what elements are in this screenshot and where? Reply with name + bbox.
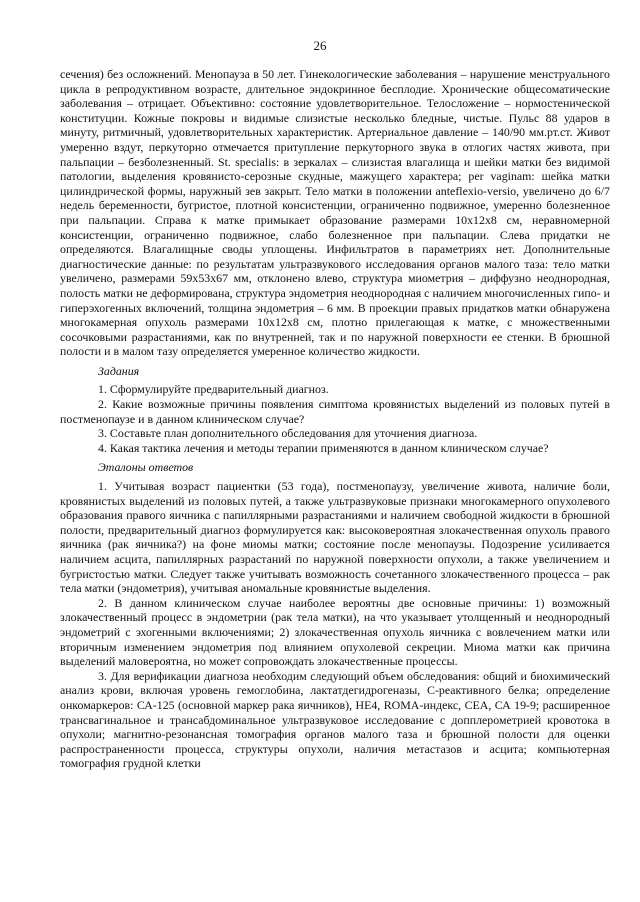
answer-paragraph: 2. В данном клиническом случае наиболее вероятны две основные причины: 1) возможный злокачественный процесс в эндометрии (рак тела матки), на что указывает утолщенный и неоднородный эндометрий с эхогенными включениями; 2) злокачественная опухоль яичника с вовлечением матки или вторичным изменением эндометрия под влиянием опухолевой секреции. Миома матки как причина выделений маловероятна, но может сопровождать злокачественные процессы. (60, 595, 610, 669)
task-item: 4. Какая тактика лечения и методы терапии применяются в данном клиническом случае? (98, 440, 549, 455)
task-item: 2. Какие возможные причины появления симптома кровянистых выделений из половых путей в постменопаузе и в данном клиническом случае? (60, 397, 610, 426)
page-content (60, 67, 610, 771)
answers-heading: Эталоны ответов (98, 460, 194, 475)
answer-paragraph: 1. Учитывая возраст пациентки (53 года), постменопаузу, увеличение живота, наличие боли, кровянистых выделений из половых путей, а также ультразвуковые признаки многокамерного опухолевого образования правого яичника с папиллярными разрастаниями и наличием свободной жидкости в брюшной полости, предварительный диагноз формулируется как: высоковероятная злокачественная опухоль правого яичника (рак яичника?) на фоне миомы матки; состояние после менопаузы. Подозрение усиливается наличием асцита, папиллярных разрастаний по наружной поверхности опухоли, а также увеличением и бугристостью матки. Следует также учитывать возможность сочетанного злокачественного процесса – рак тела матки (эндометрия), учитывая аномальные кровянистые выделения. (60, 479, 610, 596)
task-item: 1. Сформулируйте предварительный диагноз. (98, 382, 329, 397)
page-number: 26 (313, 38, 327, 53)
task-item: 3. Составьте план дополнительного обследования для уточнения диагноза. (98, 426, 478, 441)
answer-paragraph: 3. Для верификации диагноза необходим следующий объем обследования: общий и биохимический анализ крови, включая уровень гемоглобина, лактатдегидрогеназы, С-реактивного белка; определение онкомаркеров: СА-125 (основной маркер рака яичников), НЕ4, ROMA-индекс, СЕА, СА 19-9; расширенное трансвагинальное и трансабдоминальное ультразвуковое исследование с допплерометрией кровотока в опухоли; магнитно-резонансная томография органов малого таза и брюшной полости для оценки распространенности процесса, структуры опухоли, наличия метастазов и асцита; компьютерная томография грудной клетки (60, 668, 610, 771)
tasks-heading: Задания (98, 363, 140, 378)
case-description: сечения) без осложнений. Менопауза в 50 лет. Гинекологические заболевания – нарушение менструального цикла в репродуктивном возрасте, длительное эндокринное бесплодие. Хронические общесоматические заболевания – отрицает. Объективно: состояние удовлетворительное. Телосложение – нормостенической конституции. Кожные покровы и видимые слизистые несколько бледные, чистые. Пульс 88 ударов в минуту, ритмичный, удовлетворительных характеристик. Артериальное давление – 140/90 мм.рт.ст. Живот умеренно вздут, перкуторно отмечается притупление перкуторного звука в отлогих частях живота, при пальпации – безболезненный. St. specialis: в зеркалах – слизистая влагалища и шейки матки без видимой патологии, выделения кровянисто-серозные скудные, мажущего характера; per vaginam: шейка матки цилиндрической формы, наружный зев закрыт. Тело матки в положении anteflexio-versio, увеличено до 6/7 недель беременности, бугристое, плотной консистенции, ограниченно подвижное, умеренно болезненное при пальпации. Справа к матке примыкает образование размерами 10х12х8 см, неравномерной консистенции, ограниченно подвижное, слабо болезненное при пальпации. Слева придатки не определяются. Влагалищные своды уплощены. Инфильтратов в параметриях нет. Дополнительные диагностические данные: по результатам ультразвукового исследования органов малого таза: тело матки увеличено, размерами 59х53х67 мм, отклонено влево, структура миометрия – диффузно неоднородная, полость матки не деформирована, структура эндометрия неоднородная с наличием многочисленных гипо- и гиперэхогенных включений, толщина эндометрия – 6 мм. В проекции правых придатков матки обнаружена многокамерная опухоль размерами 10х12х8 см, плотно прилегающая к матке, с множественными сосочковыми разрастаниями, как по внутренней, так и по наружной поверхности ее стенки. В брюшной полости и в малом тазу определяется умеренное количество жидкости. (60, 67, 610, 359)
